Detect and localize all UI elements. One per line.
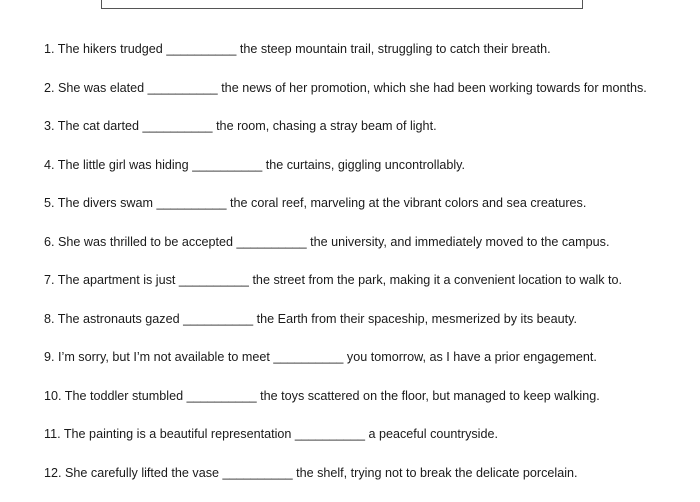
question-number: 1.	[44, 42, 55, 56]
answer-blank[interactable]: __________	[179, 271, 249, 289]
question-text-before: The apartment is just	[58, 273, 176, 287]
question-9	[44, 348, 647, 387]
question-text-after: the news of her promotion, which she had been working towards for months.	[221, 81, 647, 95]
answer-blank[interactable]: __________	[237, 233, 307, 251]
question-number: 7.	[44, 273, 55, 287]
answer-blank[interactable]: __________	[183, 310, 253, 328]
question-7	[44, 271, 647, 310]
question-text-after: the room, chasing a stray beam of light.	[216, 119, 437, 133]
question-number: 10.	[44, 389, 62, 403]
answer-blank[interactable]: __________	[295, 425, 365, 443]
question-1	[44, 40, 647, 79]
question-text-after: you tomorrow, as I have a prior engagement.	[347, 350, 597, 364]
question-text-before: She was thrilled to be accepted	[58, 235, 233, 249]
question-text-after: the university, and immediately moved to the campus.	[310, 235, 609, 249]
question-12	[44, 464, 647, 502]
answer-blank[interactable]: __________	[143, 117, 213, 135]
answer-blank[interactable]: __________	[166, 40, 236, 58]
question-11	[44, 425, 647, 464]
question-8	[44, 310, 647, 349]
question-3	[44, 117, 647, 156]
question-text-after: the steep mountain trail, struggling to catch their breath.	[240, 42, 551, 56]
question-number: 9.	[44, 350, 55, 364]
question-text-after: the curtains, giggling uncontrollably.	[266, 158, 465, 172]
question-text-before: The painting is a beautiful representation	[64, 427, 292, 441]
name-box	[101, 0, 583, 9]
question-number: 6.	[44, 235, 55, 249]
question-text-after: the toys scattered on the floor, but managed to keep walking.	[260, 389, 600, 403]
answer-blank[interactable]: __________	[273, 348, 343, 366]
question-number: 11.	[44, 427, 61, 441]
question-text-after: the shelf, trying not to break the delicate porcelain.	[296, 466, 577, 480]
question-number: 12.	[44, 466, 62, 480]
question-number: 4.	[44, 158, 55, 172]
question-text-before: The astronauts gazed	[58, 312, 180, 326]
question-number: 8.	[44, 312, 55, 326]
question-number: 3.	[44, 119, 55, 133]
question-text-before: I’m sorry, but I’m not available to meet	[58, 350, 270, 364]
question-text-before: The toddler stumbled	[65, 389, 183, 403]
answer-blank[interactable]: __________	[148, 79, 218, 97]
question-text-before: The little girl was hiding	[58, 158, 189, 172]
question-text-after: a peaceful countryside.	[368, 427, 498, 441]
question-text-after: the street from the park, making it a convenient location to walk to.	[252, 273, 622, 287]
question-text-before: The cat darted	[58, 119, 139, 133]
question-2	[44, 79, 647, 118]
answer-blank[interactable]: __________	[156, 194, 226, 212]
question-6	[44, 233, 647, 272]
question-4	[44, 156, 647, 195]
answer-blank[interactable]: __________	[223, 464, 293, 482]
answer-blank[interactable]: __________	[192, 156, 262, 174]
question-text-after: the Earth from their spaceship, mesmerized by its beauty.	[257, 312, 577, 326]
question-text-before: She carefully lifted the vase	[65, 466, 219, 480]
question-list	[44, 40, 647, 502]
question-text-before: The divers swam	[58, 196, 153, 210]
question-text-before: The hikers trudged	[58, 42, 163, 56]
question-number: 2.	[44, 81, 55, 95]
question-text-before: She was elated	[58, 81, 144, 95]
question-10	[44, 387, 647, 426]
question-number: 5.	[44, 196, 55, 210]
question-text-after: the coral reef, marveling at the vibrant colors and sea creatures.	[230, 196, 586, 210]
answer-blank[interactable]: __________	[187, 387, 257, 405]
question-5	[44, 194, 647, 233]
